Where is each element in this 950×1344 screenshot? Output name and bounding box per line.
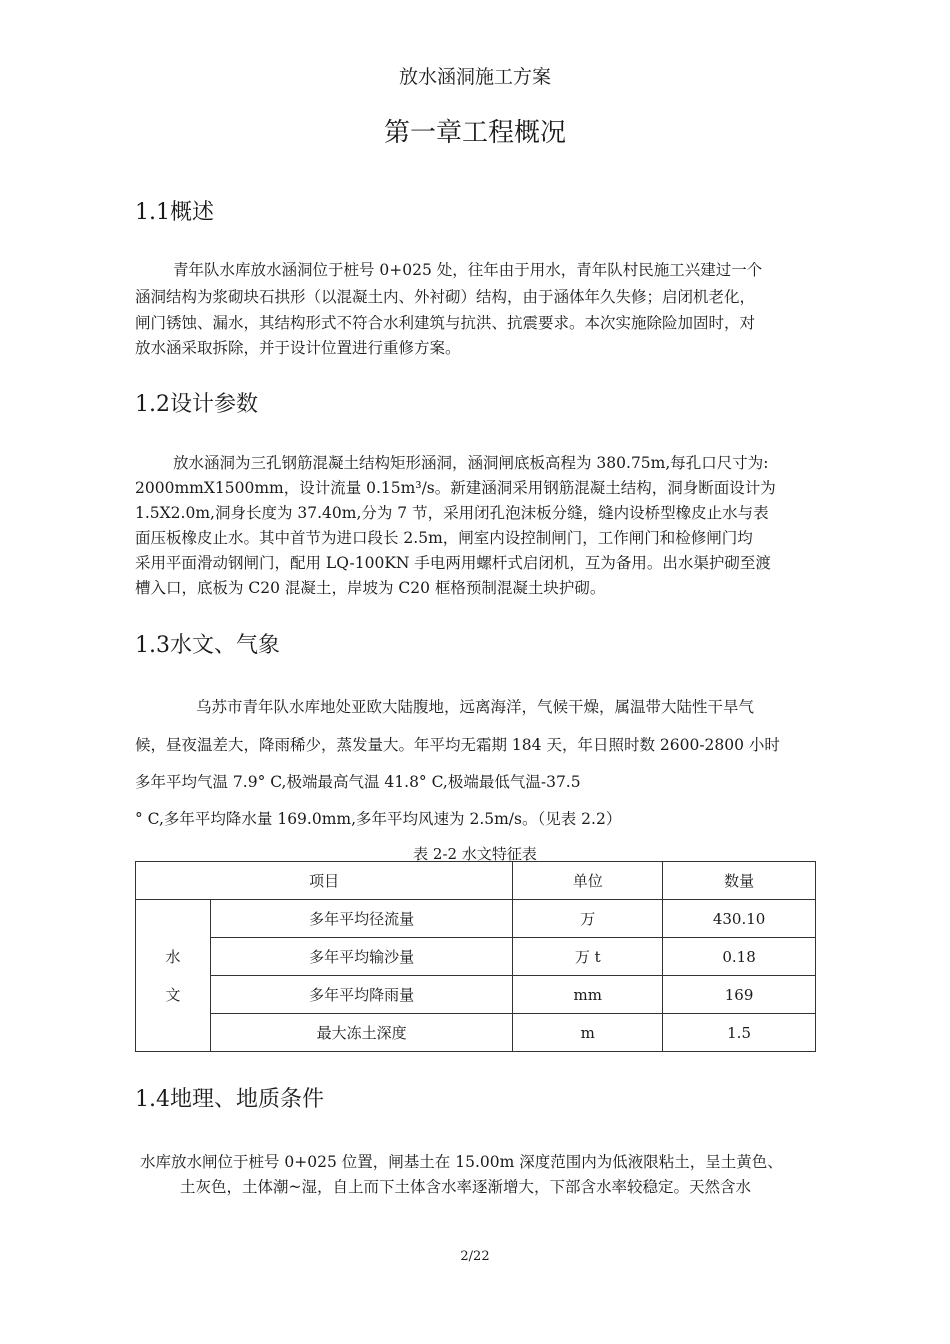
paragraph-line: ° C,多年平均降水量 169.0mm,多年平均风速为 2.5m/s。（见表 2.2） bbox=[135, 810, 622, 828]
group-label: 文 bbox=[165, 985, 181, 1004]
paragraph-line: 水库放水闸位于桩号 0+025 位置，闸基土在 15.00m 深度范围内为低液限粘土，呈土黄色、 bbox=[140, 1153, 783, 1171]
value-cell: 1.5 bbox=[663, 1014, 816, 1052]
paragraph-line: 土灰色，土体潮~湿，自上而下土体含水率逐渐增大，下部含水率较稳定。天然含水 bbox=[180, 1178, 751, 1196]
group-label-cell bbox=[136, 900, 211, 1052]
section-heading-1-2: 1.2设计参数 bbox=[135, 392, 258, 417]
paragraph-line: 青年队水库放水涵洞位于桩号 0+025 处，往年由于用水，青年队村民施工兴建过一个 bbox=[173, 261, 763, 279]
table-caption: 表 2-2 水文特征表 bbox=[413, 845, 537, 863]
table-row bbox=[136, 1014, 816, 1052]
chapter-title: 第一章工程概况 bbox=[383, 118, 566, 148]
header-value: 数量 bbox=[663, 862, 816, 900]
paragraph-line: 候，昼夜温差大，降雨稀少，蒸发量大。年平均无霜期 184 天，年日照时数 2600-2800 小时 bbox=[135, 736, 780, 754]
paragraph-line: 放水涵洞为三孔钢筋混凝土结构矩形涵洞，涵洞闸底板高程为 380.75m,每孔口尺寸为: bbox=[173, 454, 769, 472]
table-row bbox=[136, 938, 816, 976]
paragraph-line: 闸门锈蚀、漏水，其结构形式不符合水利建筑与抗洪、抗震要求。本次实施除险加固时，对 bbox=[135, 314, 756, 332]
hydrology-table bbox=[135, 861, 816, 1052]
header-item: 项目 bbox=[136, 862, 513, 900]
page-number: 2/22 bbox=[460, 1249, 490, 1264]
paragraph-line: 放水涵采取拆除，并于设计位置进行重修方案。 bbox=[135, 339, 461, 357]
paragraph-line: 采用平面滑动钢闸门，配用 LQ-100KN 手电两用螺杆式启闭机，互为备用。出水渠护砌至渡 bbox=[135, 554, 771, 572]
paragraph-line: 槽入口，底板为 C20 混凝土，岸坡为 C20 框格预制混凝土块护砌。 bbox=[135, 579, 606, 597]
header-unit: 单位 bbox=[513, 862, 663, 900]
item-cell: 最大冻土深度 bbox=[210, 1014, 512, 1052]
table-header-row bbox=[136, 862, 816, 900]
section-heading-1-4: 1.4地理、地质条件 bbox=[135, 1087, 324, 1112]
paragraph-line: 1.5X2.0m,洞身长度为 37.40m,分为 7 节，采用闭孔泡沫板分缝，缝内设桥型橡皮止水与表 bbox=[135, 504, 769, 522]
unit-cell: 万 t bbox=[513, 938, 663, 976]
paragraph-line: 面压板橡皮止水。其中首节为进口段长 2.5m，闸室内设控制闸门，工作闸门和检修闸门均 bbox=[135, 529, 753, 547]
group-label: 水 bbox=[165, 947, 181, 966]
section-heading-1-3: 1.3水文、气象 bbox=[135, 633, 280, 658]
unit-cell: m bbox=[513, 1014, 663, 1052]
value-cell: 0.18 bbox=[663, 938, 816, 976]
paragraph-line: 多年平均气温 7.9° C,极端最高气温 41.8° C,极端最低气温-37.5 bbox=[135, 773, 581, 791]
table-row bbox=[136, 976, 816, 1014]
item-cell: 多年平均降雨量 bbox=[210, 976, 512, 1014]
value-cell: 430.10 bbox=[663, 900, 816, 938]
item-cell: 多年平均径流量 bbox=[210, 900, 512, 938]
value-cell: 169 bbox=[663, 976, 816, 1014]
paragraph-line: 乌苏市青年队水库地处亚欧大陆腹地，远离海洋，气候干燥，属温带大陆性干旱气 bbox=[196, 698, 755, 716]
document-title: 放水涵洞施工方案 bbox=[398, 66, 551, 88]
unit-cell: mm bbox=[513, 976, 663, 1014]
unit-cell: 万 bbox=[513, 900, 663, 938]
paragraph-line: 2000mmX1500mm，设计流量 0.15m³/s。新建涵洞采用钢筋混凝土结构，洞身断面设计为 bbox=[135, 479, 776, 497]
table-row bbox=[136, 900, 816, 938]
section-heading-1-1: 1.1概述 bbox=[135, 200, 214, 225]
paragraph-line: 涵洞结构为浆砌块石拱形（以混凝土内、外衬砌）结构，由于涵体年久失修；启闭机老化， bbox=[135, 288, 756, 306]
item-cell: 多年平均输沙量 bbox=[210, 938, 512, 976]
